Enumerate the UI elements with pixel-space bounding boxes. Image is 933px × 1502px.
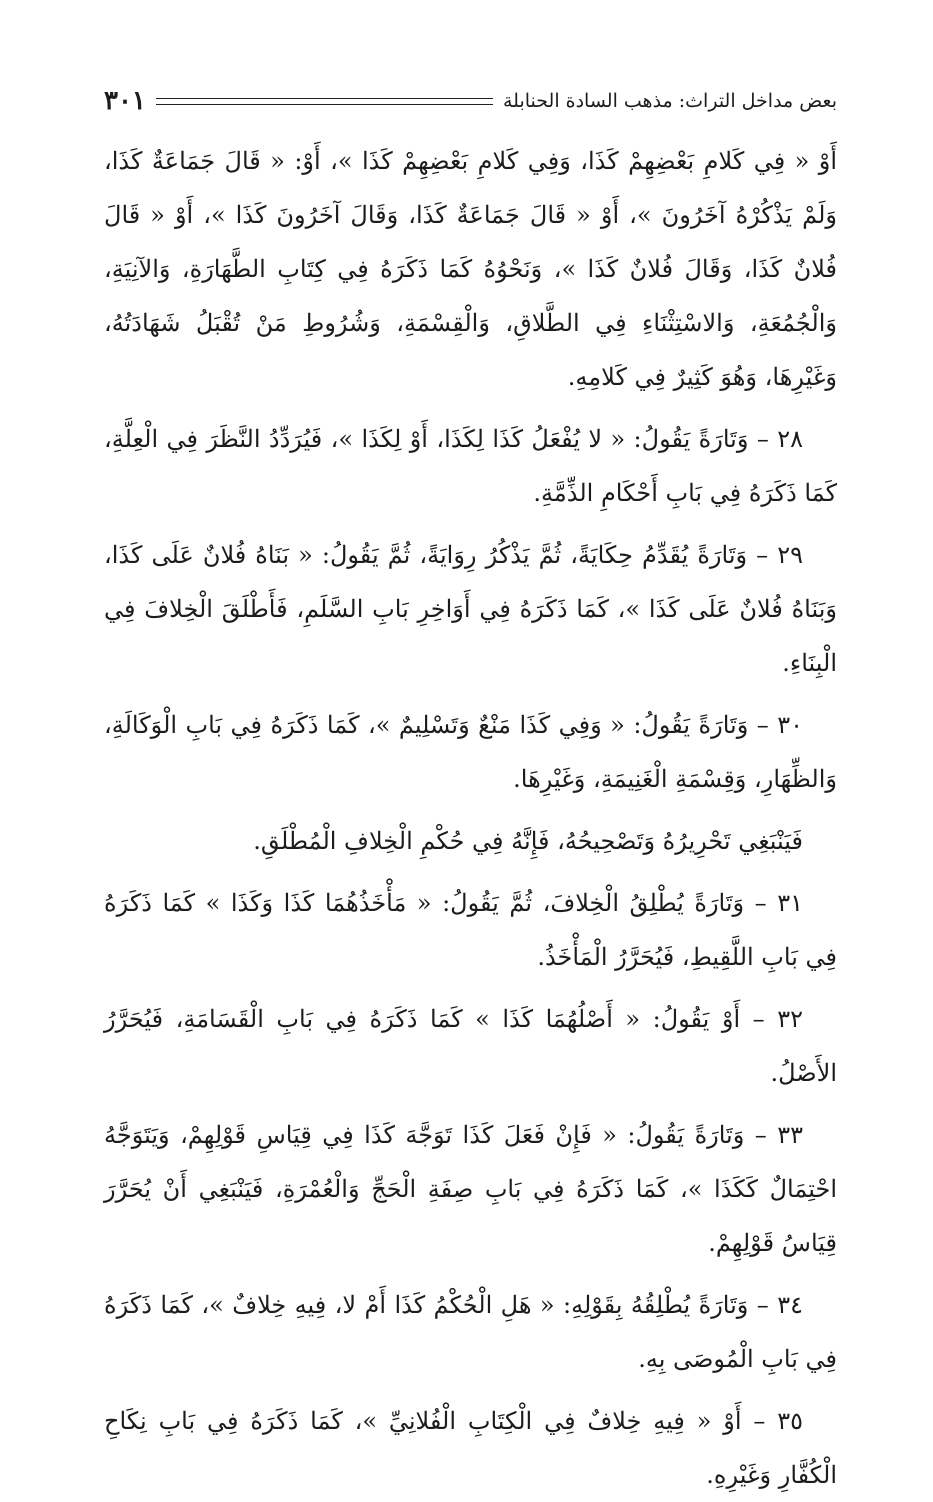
header-double-rule bbox=[156, 98, 493, 105]
paragraph-29: ٢٩ – وَتَارَةً يُقَدِّمُ حِكَايَةً، ثُمَّ يَذْكُرُ رِوَايَةً، ثُمَّ يَقُولُ: « بَنَاهُ فُلانٌ عَلَى كَذَا، وَبَنَاهُ فُلانٌ عَلَى كَذَا »، كَمَا ذَكَرَهُ فِي أَوَاخِرِ بَابِ السَّلَمِ، فَأَطْلَقَ الْخِلافَ فِي الْبِنَاءِ. bbox=[104, 541, 837, 677]
paragraph-28: ٢٨ – وَتَارَةً يَقُولُ: « لا يُفْعَلُ كَذَا لِكَذَا، أَوْ لِكَذَا »، فَيُرَدِّدُ النَّظَرَ فِي الْعِلَّةِ، كَمَا ذَكَرَهُ فِي بَابِ أَحْكَامِ الذِّمَّةِ. bbox=[104, 425, 837, 507]
paragraph-33: ٣٣ – وَتَارَةً يَقُولُ: « فَإِنْ فَعَلَ كَذَا تَوَجَّهَ كَذَا فِي قِيَاسِ قَوْلِهِمْ، وَيَتَوَجَّهُ احْتِمَالٌ كَكَذَا »، كَمَا ذَكَرَهُ فِي بَابِ صِفَةِ الْحَجِّ وَالْعُمْرَةِ، فَيَنْبَغِي أَنْ يُحَرَّرَ قِيَاسُ قَوْلِهِمْ. bbox=[104, 1121, 837, 1257]
paragraph-30: ٣٠ – وَتَارَةً يَقُولُ: « وَفِي كَذَا مَنْعٌ وَتَسْلِيمٌ »، كَمَا ذَكَرَهُ فِي بَابِ الْوَكَالَةِ، وَالظِّهَارِ، وَقِسْمَةِ الْغَنِيمَةِ، وَغَيْرِهَا. bbox=[104, 711, 837, 793]
running-title: بعض مداخل التراث: مذهب السادة الحنابلة bbox=[502, 90, 837, 112]
page-header bbox=[104, 86, 837, 116]
paragraph-35: ٣٥ – أَوْ « فِيهِ خِلافٌ فِي الْكِتَابِ الْفُلانِيِّ »، كَمَا ذَكَرَهُ فِي بَابِ نِكَاحِ الْكُفَّارِ وَغَيْرِهِ. bbox=[104, 1407, 837, 1489]
paragraph-continuation: أَوْ « فِي كَلامِ بَعْضِهِمْ كَذَا، وَفِي كَلامِ بَعْضِهِمْ كَذَا »، أَوْ: « قَالَ جَمَاعَةٌ كَذَا، وَلَمْ يَذْكُرْهُ آخَرُونَ »، أَوْ « قَالَ جَمَاعَةٌ كَذَا، وَقَالَ آخَرُونَ كَذَا »، أَوْ « قَالَ فُلانٌ كَذَا، وَقَالَ فُلانٌ كَذَا »، وَنَحْوُهُ كَمَا ذَكَرَهُ فِي كِتَابِ الطَّهَارَةِ، وَالآنِيَةِ، وَالْجُمُعَةِ، وَالاسْتِثْنَاءِ فِي الطَّلاقِ، وَالْقِسْمَةِ، وَشُرُوطِ مَنْ تُقْبَلُ شَهَادَتُهُ، وَغَيْرِهَا، وَهُوَ كَثِيرٌ فِي كَلامِهِ. bbox=[104, 147, 837, 391]
paragraph-32: ٣٢ – أَوْ يَقُولُ: « أَصْلُهُمَا كَذَا » كَمَا ذَكَرَهُ فِي بَابِ الْقَسَامَةِ، فَيُحَرَّرُ الأَصْلُ. bbox=[104, 1005, 837, 1087]
paragraph-note: فَيَنْبَغِي تَحْرِيرُهُ وَتَصْحِيحُهُ، فَإِنَّهُ فِي حُكْمِ الْخِلافِ الْمُطْلَقِ. bbox=[253, 827, 803, 855]
page-body bbox=[104, 134, 837, 1489]
paragraph-31: ٣١ – وَتَارَةً يُطْلِقُ الْخِلافَ، ثُمَّ يَقُولُ: « مَأْخَذُهُمَا كَذَا وَكَذَا » كَمَا ذَكَرَهُ فِي بَابِ اللَّقِيطِ، فَيُحَرَّرُ الْمَأْخَذُ. bbox=[104, 889, 837, 971]
page-number: ٣٠١ bbox=[104, 86, 146, 116]
paragraph-34: ٣٤ – وَتَارَةً يُطْلِقُهُ بِقَوْلِهِ: « هَلِ الْحُكْمُ كَذَا أَمْ لا، فِيهِ خِلافٌ »، كَمَا ذَكَرَهُ فِي بَابِ الْمُوصَى بِهِ. bbox=[104, 1291, 837, 1373]
